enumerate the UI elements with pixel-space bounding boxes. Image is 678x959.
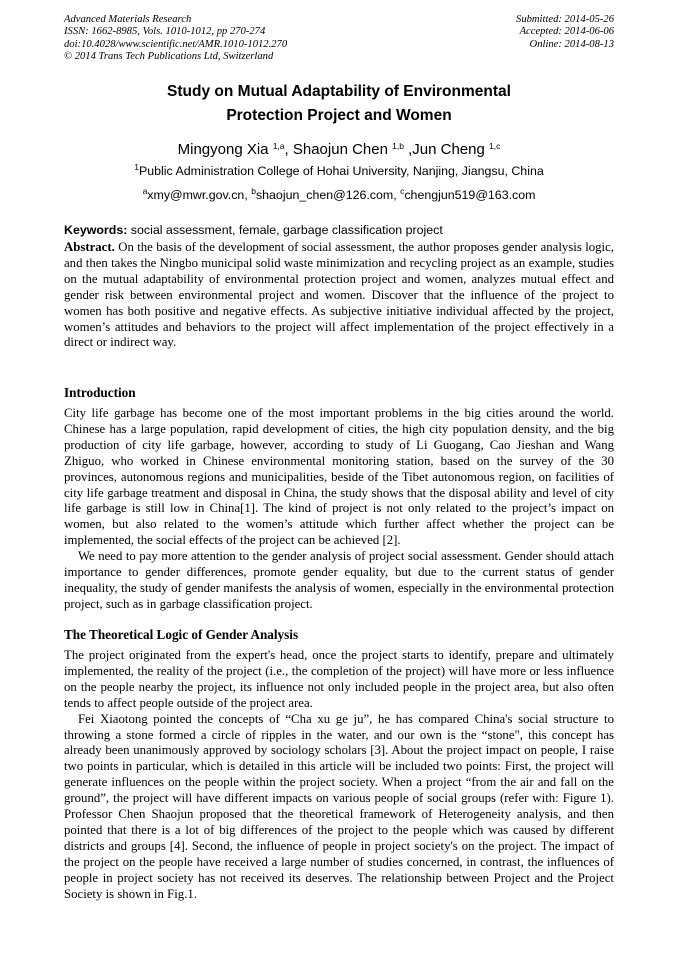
author-1-sup: 1,a [272, 141, 285, 151]
paper-title [0, 80, 678, 128]
issn-line: ISSN: 1662-8985, Vols. 1010-1012, pp 270-274 [64, 26, 266, 38]
introduction-body [64, 406, 614, 613]
submitted-date: Submitted: 2014-05-26 [516, 14, 614, 25]
accepted-date: Accepted: 2014-06-06 [519, 26, 614, 38]
affiliation [0, 163, 678, 179]
introduction-paragraph-2: We need to pay more attention to the gender analysis of project social assessment. Gender should attach importance to gender differences, promote gender equality, but due to the current status of gender inequality, the study of gender manifests the analysis of women, especially in the environmental protection project, such as in garbage classification project. [64, 549, 614, 611]
affiliation-text: Public Administration College of Hohai University, Nanjing, Jiangsu, China [139, 164, 544, 178]
introduction-heading: Introduction [64, 385, 136, 400]
email-b: shaojun_chen@126.com, [255, 188, 401, 202]
author-emails [0, 187, 678, 203]
theory-paragraph-2: Fei Xiaotong pointed the concepts of “Cha xu ge ju”, he has compared China's social structure to throwing a stone formed a circle of ripples in the water, and our own is the “stone", this concept has already been unanimously approved by sociology scholars [3]. About the project impact on people, I raise two points in particular, which is detailed in this article will be included two points: First, the project will generate influences on the people within the project society. When a project “from the air and fall on the ground”, the project will have different impacts on various people of social groups (refer with: Figure 1). Professor Chen Shaojun proposed that the theoretical framework of Heterogeneity analysis, and then pointed that there is a lot of big differences of the project to the people which was caused by different districts and groups [4]. Second, the influence of people in project society's on the project. The impact of the project on the people have received a large number of studies concerned, in contrast, the influences of people in project society has not received its deserves. The relationship between Project and the Project Society is shown in Fig.1. [64, 711, 614, 901]
author-list [0, 140, 678, 160]
abstract [64, 240, 614, 351]
abstract-label: Abstract. [64, 240, 115, 254]
keywords-label: Keywords: [64, 223, 128, 237]
title-line-2: Protection Project and Women [226, 107, 452, 124]
author-3-sup: 1,c [489, 141, 501, 151]
author-3: ,Jun Cheng [403, 141, 489, 158]
author-2: , Shaojun Chen [284, 141, 393, 158]
journal-name: Advanced Materials Research [64, 14, 192, 25]
email-a: xmy@mwr.gov.cn, [147, 188, 252, 202]
keywords [64, 222, 614, 238]
introduction-paragraph-1: City life garbage has become one of the most important problems in the big cities around the world. Chinese has a large population, rapid development of cities, the high city population density, and the big production of city life garbage, however, according to study of Li Guogang, Cao Jieshan and Wang Zhiguo, who worked in Chinese environmental monitoring station, based on the survey of the 30 provinces, autonomous regions and municipalities, beside of the Tibet autonomous region, on facilities of city life garbage treatment and disposal in China, the study shows that the disposal ability and level of city life garbage is still low in China[1]. The kind of project is not only related to the project’s impact on women, but also related to the women’s attitude which further affect whether the project can be implemented, the social effects of the project can be achieved [2]. [64, 406, 614, 548]
email-c: chengjun519@163.com [404, 188, 536, 202]
theory-paragraph-1: The project originated from the expert's head, once the project starts to identify, prepare and ultimately implemented, the reality of the project (i.e., the completion of the project) will have more or less influence on the people nearby the project, its influence not only included people in the project area, but also often tends to affect people outside of the project area. [64, 648, 614, 710]
email-c-sup: c [400, 186, 405, 196]
abstract-text: On the basis of the development of social assessment, the author proposes gender analysis logic, and then takes the Ningbo municipal solid waste minimization and recycling project as an example, studies on the mutual adaptability of environmental protection project and women, analyzes mutual effect and gender risk between environmental project and women. Discover that the influence of the project to women has both positive and negative effects. As subjective initiative individual affected by the project, women’s attitudes and behaviors to the project will affect implementation of the project effectively in a direct or indirect way. [64, 240, 614, 350]
theory-heading: The Theoretical Logic of Gender Analysis [64, 627, 299, 642]
affiliation-sup: 1 [134, 162, 139, 172]
email-a-sup: a [142, 186, 148, 196]
copyright-line: © 2014 Trans Tech Publications Ltd, Switzerland [64, 50, 274, 62]
doi-line: doi:10.4028/www.scientific.net/AMR.1010-1012.270 [64, 38, 288, 50]
online-date: Online: 2014-08-13 [529, 38, 614, 50]
journal-header-right [516, 14, 614, 51]
author-1: Mingyong Xia [177, 141, 273, 158]
journal-header-left [64, 14, 287, 63]
email-b-sup: b [251, 186, 256, 196]
keywords-text: social assessment, female, garbage classification project [127, 223, 443, 237]
title-line-1: Study on Mutual Adaptability of Environmental [167, 83, 511, 100]
author-2-sup: 1,b [392, 141, 404, 151]
theory-body [64, 648, 614, 903]
